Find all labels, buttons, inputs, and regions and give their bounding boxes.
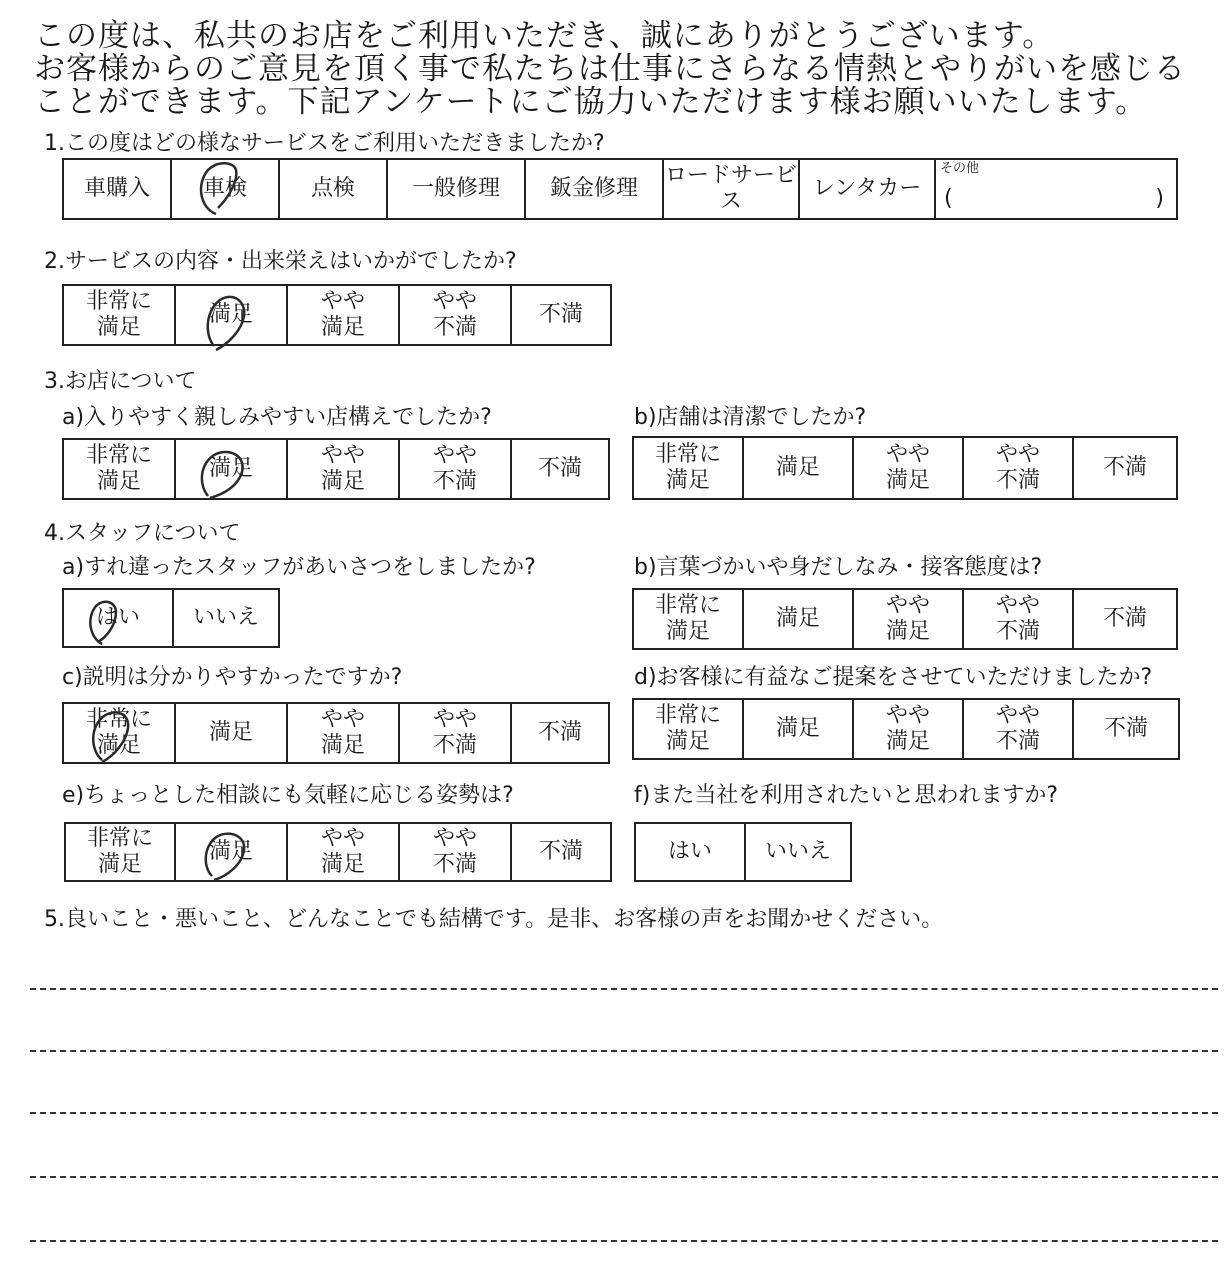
comment-line-2[interactable] <box>30 1050 1218 1052</box>
q4e-rating-table <box>64 822 612 882</box>
intro-line-2: お客様からのご意見を頂く事で私たちは仕事にさらなる情熱とやりがいを感じる <box>34 51 1186 87</box>
q1-option-car-purchase[interactable]: 車購入 <box>63 159 171 219</box>
q4b-somewhat-unsatisfied[interactable]: やや 不満 <box>963 589 1073 649</box>
q1-option-rental-car[interactable]: レンタカー <box>799 159 935 219</box>
q4a-yes-no-table <box>62 588 280 648</box>
q4b-unsatisfied[interactable]: 不満 <box>1073 589 1177 649</box>
q4a-yes[interactable]: はい <box>63 589 173 647</box>
q3a-label: a)入りやすく親しみやすい店構えでしたか? <box>62 405 492 430</box>
q5-title: 5.良いこと・悪いこと、どんなことでも結構です。是非、お客様の声をお聞かせください。 <box>44 907 944 932</box>
q1-option-road-service[interactable]: ロードサービス <box>663 159 799 219</box>
q3a-unsatisfied[interactable]: 不満 <box>511 439 609 499</box>
q1-title: 1.この度はどの様なサービスをご利用いただきましたか? <box>44 131 605 156</box>
q4c-label: c)説明は分かりやすかったですか? <box>62 665 403 690</box>
q4d-unsatisfied[interactable]: 不満 <box>1073 699 1179 759</box>
q2-very-satisfied[interactable]: 非常に 満足 <box>63 285 175 345</box>
q3a-somewhat-unsatisfied[interactable]: やや 不満 <box>399 439 511 499</box>
q4b-satisfied[interactable]: 満足 <box>743 589 853 649</box>
q4-title: 4.スタッフについて <box>44 521 241 546</box>
q4b-somewhat-satisfied[interactable]: やや 満足 <box>853 589 963 649</box>
q2-somewhat-satisfied[interactable]: やや 満足 <box>287 285 399 345</box>
q4c-satisfied[interactable]: 満足 <box>175 703 287 763</box>
q4c-rating-table <box>62 702 610 764</box>
q2-satisfied[interactable]: 満足 <box>175 285 287 345</box>
q4a-no[interactable]: いいえ <box>173 589 279 647</box>
q4f-yes-no-table <box>634 822 852 882</box>
q3b-very-satisfied[interactable]: 非常に 満足 <box>633 437 743 499</box>
intro-line-3: ことができます。下記アンケートにご協力いただけます様お願いいたします。 <box>34 84 1148 120</box>
q4d-somewhat-unsatisfied[interactable]: やや 不満 <box>963 699 1073 759</box>
q3-title: 3.お店について <box>44 369 197 394</box>
q1-other-close-paren: ) <box>1155 186 1164 211</box>
q3b-somewhat-unsatisfied[interactable]: やや 不満 <box>963 437 1073 499</box>
q4e-somewhat-unsatisfied[interactable]: やや 不満 <box>399 823 511 881</box>
q4a-label: a)すれ違ったスタッフがあいさつをしましたか? <box>62 555 536 580</box>
q4f-label: f)また当社を利用されたいと思われますか? <box>634 783 1059 808</box>
q4f-no[interactable]: いいえ <box>745 823 851 881</box>
q4b-very-satisfied[interactable]: 非常に 満足 <box>633 589 743 649</box>
q2-somewhat-unsatisfied[interactable]: やや 不満 <box>399 285 511 345</box>
q4e-label: e)ちょっとした相談にも気軽に応じる姿勢は? <box>62 783 514 808</box>
q4e-very-satisfied[interactable]: 非常に 満足 <box>65 823 175 881</box>
q1-other-open-paren: ( <box>944 186 953 211</box>
comment-line-5[interactable] <box>30 1240 1218 1242</box>
q4c-somewhat-unsatisfied[interactable]: やや 不満 <box>399 703 511 763</box>
q3b-rating-table <box>632 436 1178 500</box>
q1-option-checkup[interactable]: 点検 <box>279 159 387 219</box>
q4c-very-satisfied[interactable]: 非常に 満足 <box>63 703 175 763</box>
intro-text <box>34 20 1186 119</box>
q2-unsatisfied[interactable]: 不満 <box>511 285 611 345</box>
q1-option-body-repair[interactable]: 鈑金修理 <box>525 159 663 219</box>
q4d-satisfied[interactable]: 満足 <box>743 699 853 759</box>
q1-other-label: その他 <box>940 161 980 176</box>
q3b-satisfied[interactable]: 満足 <box>743 437 853 499</box>
q4d-somewhat-satisfied[interactable]: やや 満足 <box>853 699 963 759</box>
q3a-somewhat-satisfied[interactable]: やや 満足 <box>287 439 399 499</box>
q4b-label: b)言葉づかいや身だしなみ・接客態度は? <box>634 555 1043 580</box>
q3b-unsatisfied[interactable]: 不満 <box>1073 437 1177 499</box>
q4b-rating-table <box>632 588 1178 650</box>
comment-line-3[interactable] <box>30 1112 1218 1114</box>
intro-line-1: この度は、私共のお店をご利用いただき、誠にありがとうございます。 <box>34 18 1055 54</box>
comment-line-4[interactable] <box>30 1176 1218 1178</box>
q2-title: 2.サービスの内容・出来栄えはいかがでしたか? <box>44 249 517 274</box>
q1-option-general-repair[interactable]: 一般修理 <box>387 159 525 219</box>
q4c-somewhat-satisfied[interactable]: やや 満足 <box>287 703 399 763</box>
comment-line-1[interactable] <box>30 988 1218 990</box>
q4e-somewhat-satisfied[interactable]: やや 満足 <box>287 823 399 881</box>
q3a-rating-table <box>62 438 610 500</box>
q4d-label: d)お客様に有益なご提案をさせていただけましたか? <box>634 665 1153 690</box>
q3b-somewhat-satisfied[interactable]: やや 満足 <box>853 437 963 499</box>
q1-option-other[interactable] <box>935 159 1177 219</box>
q4c-unsatisfied[interactable]: 不満 <box>511 703 609 763</box>
q4d-very-satisfied[interactable]: 非常に 満足 <box>633 699 743 759</box>
q1-options-table <box>62 158 1178 220</box>
q4e-satisfied[interactable]: 満足 <box>175 823 287 881</box>
q3a-satisfied[interactable]: 満足 <box>175 439 287 499</box>
q1-option-inspection-shaken[interactable]: 車検 <box>171 159 279 219</box>
q4e-unsatisfied[interactable]: 不満 <box>511 823 611 881</box>
q3b-label: b)店舗は清潔でしたか? <box>634 405 867 430</box>
q4f-yes[interactable]: はい <box>635 823 745 881</box>
q4d-rating-table <box>632 698 1180 760</box>
q3a-very-satisfied[interactable]: 非常に 満足 <box>63 439 175 499</box>
q2-rating-table <box>62 284 612 346</box>
